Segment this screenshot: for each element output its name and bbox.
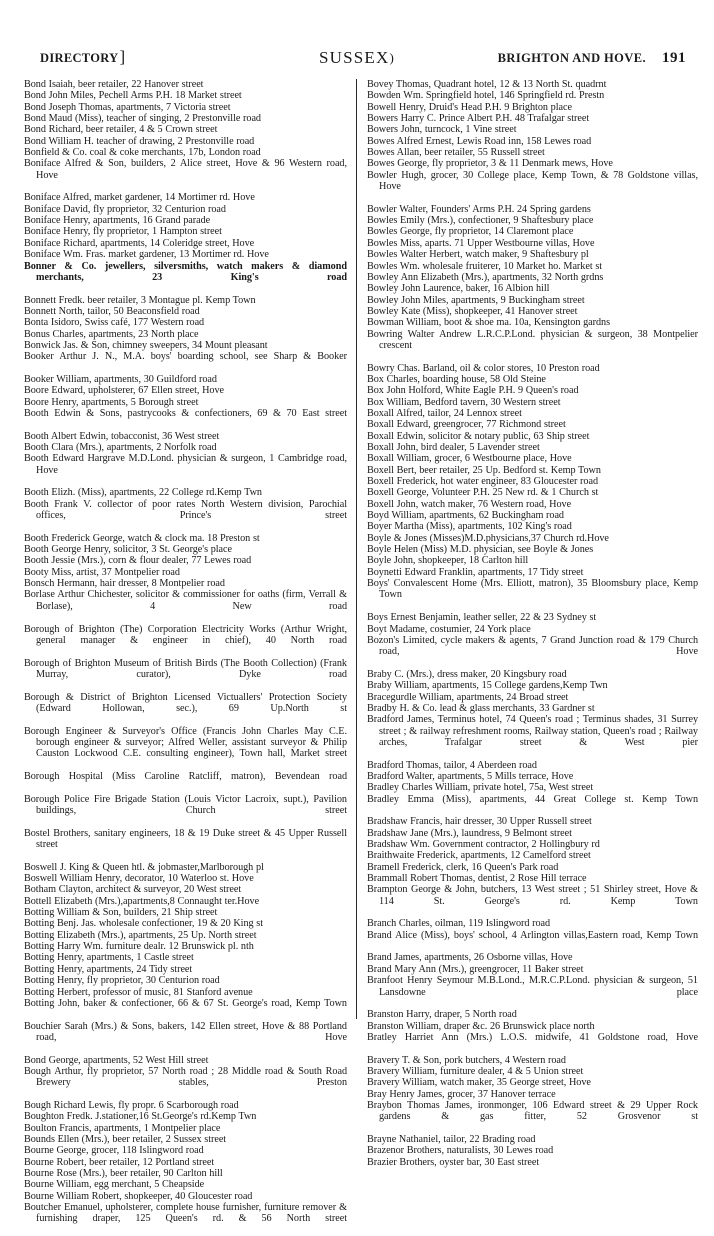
directory-entry: Boxall John, bird dealer, 5 Lavender street: [367, 442, 540, 453]
directory-entry: Bonnett Fredk. beer retailer, 3 Montague pl. Kemp Town: [24, 294, 256, 306]
directory-entry: Bourne William, egg merchant, 5 Cheapside: [24, 1179, 205, 1191]
directory-entry: Bouchier Sarah (Mrs.) & Sons, bakers, 142 Ellen street, Hove & 88 Portland road, Hove: [24, 1020, 347, 1043]
directory-entry: Brazier Brothers, oyster bar, 30 East street: [367, 1156, 540, 1168]
directory-entry: Botting John, baker & confectioner, 66 & 67 St. George's road, Kemp Town: [24, 997, 347, 1009]
directory-entry: Bowman William, boot & shoe ma. 10a, Kensington gardns: [367, 317, 611, 329]
directory-entry: Boys' Convalescent Home (Mrs. Elliott, matron), 35 Bloomsbury place, Kemp Town: [367, 578, 698, 601]
directory-entry: Boyle Helen (Miss) M.D. physician, see Boyle & Jones: [367, 544, 594, 556]
directory-entry: Boyt Madame, costumier, 24 York place: [367, 623, 531, 635]
directory-entry: Bowes George, fly proprietor, 3 & 11 Denmark mews, Hove: [367, 158, 613, 170]
directory-entry: Bough Richard Lewis, fly propr. 6 Scarborough road: [24, 1099, 239, 1111]
directory-entry: Booth Edwin & Sons, pastrycooks & confectioners, 69 & 70 East street: [24, 407, 347, 419]
directory-entry: Bradshaw Jane (Mrs.), laundress, 9 Belmont street: [367, 827, 572, 839]
directory-entry: Bowden Wm. Springfield hotel, 146 Springfield rd. Prestn: [367, 90, 605, 102]
directory-entry: Bonwick Jas. & Son, chimney sweepers, 34 Mount pleasant: [24, 339, 268, 351]
directory-entry: Boore Henry, apartments, 5 Borough street: [24, 396, 199, 408]
directory-entry: Bradford James, Terminus hotel, 74 Queen's road ; Terminus shades, 31 Surrey street ; & railway refreshment rooms, Railway station, Queen's road ; Railway arches, Trafalgar street & West pier: [367, 714, 698, 748]
directory-entry: Boxell Bert, beer retailer, 25 Up. Bedford st. Kemp Town: [367, 464, 601, 476]
directory-entry: Bonfield & Co. coal & coke merchants, 17b, London road: [24, 147, 261, 159]
directory-entry: Boxell Frederick, hot water engineer, 83 Gloucester road: [367, 476, 599, 488]
directory-entry: Boniface David, fly proprietor, 32 Centurion road: [24, 203, 226, 215]
directory-entry: Boyd William, apartments, 62 Buckingham road: [367, 510, 564, 522]
directory-entry: Boyer Martha (Miss), apartments, 102 King's road: [367, 521, 572, 533]
directory-entry: Bowles Emily (Mrs.), confectioner, 9 Shaftesbury place: [367, 215, 594, 227]
directory-entry: Bradford Walter, apartments, 5 Mills terrace, Hove: [367, 770, 574, 782]
directory-entry: Booty Miss, artist, 37 Montpelier road: [24, 566, 180, 578]
directory-entry: Bond John Miles, Pechell Arms P.H. 18 Market street: [24, 90, 242, 102]
directory-columns: [16, 79, 698, 1225]
directory-entry: Bowley John Laurence, baker, 16 Albion hill: [367, 283, 550, 295]
directory-entry: Brand James, apartments, 26 Osborne villas, Hove: [367, 952, 573, 964]
directory-entry: Boynetti Edward Franklin, apartments, 17 Tidy street: [367, 566, 584, 578]
directory-entry: Bradley Emma (Miss), apartments, 44 Great College st. Kemp Town: [367, 793, 698, 805]
county-name: SUSSEX: [318, 48, 390, 67]
directory-entry: Bramell Frederick, clerk, 16 Queen's Park road: [367, 861, 559, 873]
right-column: [357, 79, 698, 1168]
directory-entry: Braby William, apartments, 15 College gardens,Kemp Twn: [367, 680, 608, 692]
directory-entry: Booth Albert Edwin, tobacconist, 36 West street: [24, 430, 220, 442]
directory-entry: Bond William H. teacher of drawing, 2 Prestonville road: [24, 135, 255, 147]
directory-entry: Bradby H. & Co. lead & glass merchants, 33 Gardner st: [367, 702, 595, 714]
directory-entry: Branch Charles, oilman, 119 Islingword road: [367, 918, 551, 930]
directory-entry: Bond Maud (Miss), teacher of singing, 2 Prestonville road: [24, 113, 261, 125]
directory-entry: Bonus Charles, apartments, 23 North place: [24, 328, 199, 340]
directory-entry: Boulton Francis, apartments, 1 Montpelier place: [24, 1122, 221, 1134]
directory-entry: Branston Harry, draper, 5 North road: [367, 1009, 517, 1021]
directory-entry: Boniface Henry, apartments, 16 Grand parade: [24, 215, 211, 227]
directory-entry: Boxell John, watch maker, 76 Western road, Hove: [367, 498, 572, 510]
directory-entry: Bracegurdle William, apartments, 24 Broad street: [367, 691, 569, 703]
directory-entry: Bond Isaiah, beer retailer, 22 Hanover street: [24, 79, 204, 90]
directory-entry: Borough of Brighton (The) Corporation Electricity Works (Arthur Wright, general manager & engineer in chief), 40 North road: [24, 623, 347, 646]
directory-entry: Bravery William, watch maker, 35 George street, Hove: [367, 1077, 591, 1089]
directory-entry: Bradshaw Francis, hair dresser, 30 Upper Russell street: [367, 816, 592, 828]
directory-entry: Bravery William, furniture dealer, 4 & 5 Union street: [367, 1065, 584, 1077]
directory-entry: Bradley Charles William, private hotel, 75a, West street: [367, 782, 594, 794]
directory-entry: Bostel Brothers, sanitary engineers, 18 & 19 Duke street & 45 Upper Russell street: [24, 827, 347, 851]
directory-entry: Box John Holford, White Eagle P.H. 9 Queen's road: [367, 385, 579, 397]
directory-entry: Bonsch Hermann, hair dresser, 8 Montpelier road: [24, 578, 225, 590]
directory-entry: Bowes Alfred Ernest, Lewis Road inn, 158 Lewes road: [367, 135, 592, 147]
directory-entry: Branfoot Henry Seymour M.B.Lond., M.R.C.P.Lond. physician & surgeon, 51 Lansdowne place: [367, 975, 698, 998]
left-column: [16, 79, 357, 1225]
directory-entry: Botting Herbert, professor of music, 81 Stanford avenue: [24, 986, 253, 998]
directory-entry: Bozon's Limited, cycle makers & agents, 7 Grand Junction road & 179 Church road, Hove: [367, 634, 698, 658]
directory-entry: Bourne Robert, beer retailer, 12 Portland street: [24, 1156, 215, 1168]
directory-entry: Bowley Ann Elizabeth (Mrs.), apartments, 32 North grdns: [367, 271, 604, 283]
directory-entry: Boxell George, Volunteer P.H. 25 New rd. & 1 Church st: [367, 487, 599, 499]
directory-entry: Booth Clara (Mrs.), apartments, 2 Norfolk road: [24, 442, 217, 453]
directory-entry: Bratley Harriet Ann (Mrs.) L.O.S. midwife, 41 Goldstone road, Hove: [367, 1031, 698, 1043]
directory-entry: Borough Hospital (Miss Caroline Ratcliff, matron), Bevendean road: [24, 770, 347, 782]
directory-entry: Braybon Thomas James, ironmonger, 106 Edward street & 29 Upper Rock gardens & gas fitter, 52 Grosvenor st: [367, 1099, 698, 1123]
directory-entry: Borlase Arthur Chichester, solicitor & commissioner for oaths (firm, Verrall & Borlase), 4 New road: [24, 589, 347, 612]
directory-entry: Bottell Elizabeth (Mrs.),apartments,8 Connaught ter.Hove: [24, 895, 260, 907]
directory-entry: Borough Engineer & Surveyor's Office (Francis John Charles May C.E. borough engineer & surveyor; Alfred Weller, assistant surveyor & Philip Causton Lockwood C.E. consulting engineer), Town hall, Market street: [24, 725, 347, 760]
directory-entry: Botting Harry Wm. furniture dealr. 12 Brunswick pl. nth: [24, 941, 254, 953]
running-head: [16, 48, 698, 70]
directory-entry: Botting Elizabeth (Mrs.), apartments, 25 Up. North street: [24, 929, 257, 941]
directory-entry: Bowler Walter, Founders' Arms P.H. 24 Spring gardens: [367, 203, 591, 215]
directory-entry: Bravery T. & Son, pork butchers, 4 Western road: [367, 1054, 566, 1066]
directory-entry: Bowley Kate (Miss), shopkeeper, 41 Hanover street: [367, 305, 578, 317]
directory-entry: Boniface Wm. Fras. market gardener, 13 Mortimer rd. Hove: [24, 249, 269, 261]
directory-entry: Bowles Miss, aparts. 71 Upper Westbourne villas, Hove: [367, 237, 595, 249]
directory-entry: Brazenor Brothers, naturalists, 30 Lewes road: [367, 1145, 554, 1157]
directory-entry: Borough of Brighton Museum of British Birds (The Booth Collection) (Frank Murray, curator), Dyke road: [24, 657, 347, 680]
directory-entry: Boxall Alfred, tailor, 24 Lennox street: [367, 407, 522, 419]
directory-entry: Boniface Richard, apartments, 14 Coleridge street, Hove: [24, 237, 255, 249]
directory-entry: Bowell Henry, Druid's Head P.H. 9 Brighton place: [367, 101, 572, 113]
directory-entry: Bowley John Miles, apartments, 9 Buckingham street: [367, 294, 585, 306]
directory-entry: Boyle & Jones (Misses)M.D.physicians,37 Church rd.Hove: [367, 532, 609, 544]
directory-entry: Bounds Ellen (Mrs.), beer retailer, 2 Sussex street: [24, 1133, 227, 1145]
directory-entry: Brand Mary Ann (Mrs.), greengrocer, 11 Baker street: [367, 963, 584, 975]
directory-entry: Brammall Robert Thomas, dentist, 2 Rose Hill terrace: [367, 873, 587, 885]
directory-entry: Botting Henry, fly proprietor, 30 Centurion road: [24, 975, 220, 987]
directory-entry: Boswell J. King & Queen htl. & jobmaster,Marlborough pl: [24, 861, 264, 873]
directory-entry: Borough & District of Brighton Licensed Victuallers' Protection Society (Edward Hollowan, sec.), 69 Up.North st: [24, 691, 347, 714]
directory-entry: Branston William, draper &c. 26 Brunswick place north: [367, 1020, 595, 1032]
running-head-bracket: ]: [119, 47, 126, 66]
directory-entry: Botting Benj. Jas. wholesale confectioner, 19 & 20 King st: [24, 918, 264, 930]
county-swash-mark: ): [389, 50, 396, 65]
directory-entry: Braithwaite Frederick, apartments, 12 Camelford street: [367, 850, 591, 862]
directory-entry: Boxall Edwin, solicitor & notary public, 63 Ship street: [367, 430, 590, 442]
directory-entry: Boore Edward, upholsterer, 67 Ellen street, Hove: [24, 385, 225, 397]
directory-entry: Bond George, apartments, 52 West Hill street: [24, 1054, 209, 1066]
directory-entry: Bowers Harry C. Prince Albert P.H. 48 Trafalgar street: [367, 113, 590, 125]
directory-entry: Bourne William Robert, shopkeeper, 40 Gloucester road: [24, 1190, 253, 1202]
directory-entry: Brand Alice (Miss), boys' school, 4 Arlington villas,Eastern road, Kemp Town: [367, 929, 698, 941]
directory-entry: Bowles George, fly proprietor, 14 Claremont place: [367, 226, 574, 238]
directory-entry: Booker Arthur J. N., M.A. boys' boarding school, see Sharp & Booker: [24, 351, 347, 363]
directory-entry: Bowler Hugh, grocer, 30 College place, Kemp Town, & 78 Goldstone villas, Hove: [367, 169, 698, 193]
directory-entry: Boughton Fredk. J.stationer,16 St.George's rd.Kemp Twn: [24, 1111, 257, 1123]
directory-entry: Bonnett North, tailor, 50 Beaconsfield road: [24, 305, 200, 317]
directory-entry: Booth George Henry, solicitor, 3 St. George's place: [24, 544, 232, 556]
directory-entry: Booth Frederick George, watch & clock ma. 18 Preston st: [24, 532, 260, 544]
directory-entry: Boniface Henry, fly proprietor, 1 Hampton street: [24, 226, 222, 238]
directory-entry: Botham Clayton, architect & surveyor, 20 West street: [24, 884, 242, 896]
directory-entry: Botting Henry, apartments, 24 Tidy street: [24, 963, 193, 975]
directory-entry: Bourne George, grocer, 118 Islingword road: [24, 1145, 204, 1157]
running-head-right: [498, 50, 686, 67]
directory-entry: Bond Joseph Thomas, apartments, 7 Victoria street: [24, 101, 231, 113]
directory-entry: Box Charles, boarding house, 58 Old Steine: [367, 373, 546, 385]
directory-entry: Bonner & Co. jewellers, silversmiths, watch makers & diamond merchants, 23 King's road: [24, 260, 347, 283]
directory-entry: Botting Henry, apartments, 1 Castle street: [24, 952, 194, 964]
directory-entry: Bowles Wm. wholesale fruiterer, 10 Market ho. Market st: [367, 260, 603, 272]
directory-entry: Bowring Walter Andrew L.R.C.P.Lond. physician & surgeon, 38 Montpelier crescent: [367, 328, 698, 351]
directory-entry: Bonta Isidoro, Swiss café, 177 Western road: [24, 317, 205, 329]
directory-entry: Booker William, apartments, 30 Guildford road: [24, 373, 217, 385]
directory-entry: Bough Arthur, fly proprietor, 57 North road ; 28 Middle road & South Road Brewery stables, Preston: [24, 1065, 347, 1089]
directory-entry: Bowes Allan, beer retailer, 55 Russell street: [367, 147, 545, 159]
directory-entry: Boxall William, grocer, 6 Westbourne place, Hove: [367, 453, 572, 465]
directory-entry: Boutcher Emanuel, upholsterer, complete house furnisher, furniture remover & furnishing draper, 125 Queen's rd. & 56 North street: [24, 1202, 347, 1225]
directory-entry: Boniface Alfred & Son, builders, 2 Alice street, Hove & 96 Western road, Hove: [24, 158, 347, 181]
directory-entry: Bourne Rose (Mrs.), beer retailer, 90 Carlton hill: [24, 1168, 223, 1179]
directory-entry: Bowers John, turncock, 1 Vine street: [367, 124, 517, 136]
directory-entry: Boniface Alfred, market gardener, 14 Mortimer rd. Hove: [24, 192, 255, 204]
directory-entry: Bradford Thomas, tailor, 4 Aberdeen road: [367, 759, 537, 771]
directory-entry: Braby C. (Mrs.), dress maker, 20 Kingsbury road: [367, 668, 567, 680]
directory-entry: Bradshaw Wm. Government contractor, 2 Hollingbury rd: [367, 839, 600, 851]
directory-entry: Bowles Walter Herbert, watch maker, 9 Shaftesbury pl: [367, 249, 589, 261]
directory-entry: Bray Henry James, grocer, 37 Hanover terrace: [367, 1088, 556, 1100]
running-head-place: BRIGHTON AND HOVE.: [497, 51, 646, 65]
directory-entry: Booth Edward Hargrave M.D.Lond. physician & surgeon, 1 Cambridge road, Hove: [24, 453, 347, 476]
directory-entry: Booth Jessie (Mrs.), corn & flour dealer, 77 Lewes road: [24, 555, 252, 567]
directory-entry: Bowry Chas. Barland, oil & color stores, 10 Preston road: [367, 362, 600, 374]
directory-entry: Brampton George & John, butchers, 13 West street ; 51 Shirley street, Hove & 114 St. George's rd. Kemp Town: [367, 884, 698, 907]
running-head-section-label: DIRECTORY: [40, 51, 119, 65]
directory-entry: Box William, Bedford tavern, 30 Western street: [367, 396, 561, 408]
directory-entry: Booth Frank V. collector of poor rates North Western division, Parochial offices, Prince's street: [24, 498, 347, 522]
directory-entry: Boswell William Henry, decorator, 10 Waterloo st. Hove: [24, 873, 254, 885]
directory-entry: Bond Richard, beer retailer, 4 & 5 Crown street: [24, 124, 218, 136]
page-number: 191: [662, 50, 686, 66]
directory-entry: Boys Ernest Benjamin, leather seller, 22 & 23 Sydney st: [367, 612, 597, 624]
directory-entry: Botting William & Son, builders, 21 Ship street: [24, 907, 218, 919]
directory-entry: Boyle John, shopkeeper, 18 Carlton hill: [367, 555, 529, 567]
directory-entry: Bovey Thomas, Quadrant hotel, 12 & 13 North St. quadrnt: [367, 79, 607, 90]
directory-entry: Boxall Edward, greengrocer, 77 Richmond street: [367, 419, 566, 431]
directory-entry: Borough Police Fire Brigade Station (Louis Victor Lacroix, supt.), Pavilion buildings, Church street: [24, 793, 347, 816]
directory-entry: Booth Elizh. (Miss), apartments, 22 College rd.Kemp Twn: [24, 487, 262, 499]
directory-entry: Brayne Nathaniel, tailor, 22 Brading road: [367, 1133, 536, 1145]
